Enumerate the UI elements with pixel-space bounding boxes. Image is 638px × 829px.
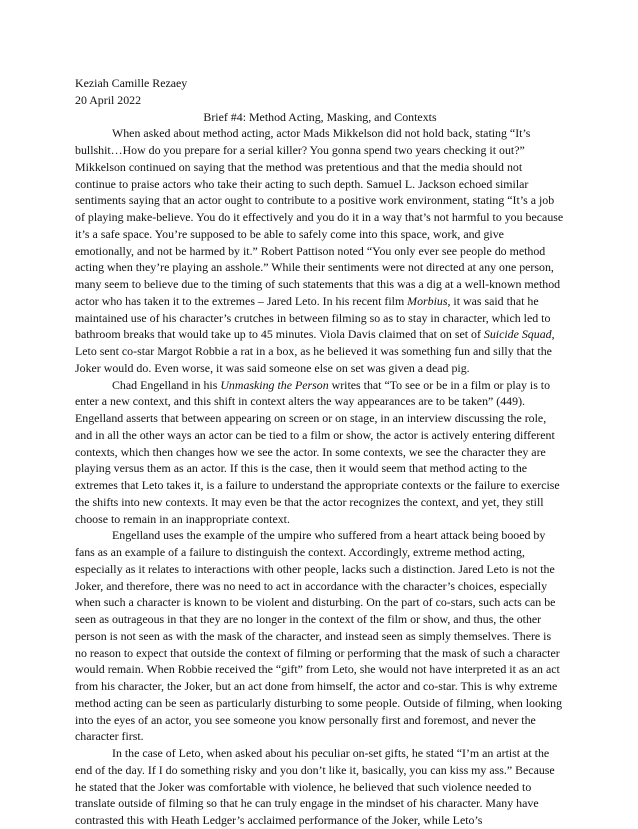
book-title-unmasking-the-person: Unmasking the Person [220,377,329,392]
paragraph-1-text: When asked about method acting, actor Mads Mikkelson did not hold back, stating “It’s bullshit…How do you prepare for a serial killer? You gonna spend two years checking it out?” Mikkelson continued on saying that the method was pretentious and that the media should not continue to praise actors who take their acting to such depth. Samuel L. Jackson echoed similar sentiments saying that an actor ought to contribute to a positive work environment, stating “It’s a job of playing make-believe. You do it effectively and you do it in a way that’s not harmful to you because it’s a safe space. You’re supposed to be able to safely come into this space, work, and give emotionally, and not be harmed by it.” Robert Pattison noted “You only ever see people do method acting when they’re playing an asshole.” While their sentiments were not directed at any one person, many seem to believe due to the timing of such statements that this was a dig at a well-known method actor who has taken it to the extremes – Jared Leto. In his recent film [75,126,564,308]
paragraph-4 [75,745,565,829]
film-title-suicide-squad: Suicide Squad [483,327,552,342]
paragraph-2-text: Chad Engelland in his [112,377,221,392]
document-title: Brief #4: Method Acting, Masking, and Contexts [203,109,437,124]
paragraph-4-text: In the case of Leto, when asked about his peculiar on-set gifts, he stated “I’m an artist at the end of the day. If I do something risky and you don’t like it, basically, you can kiss my ass.” Because he stated that the Joker was comfortable with violence, he believed that such violence needed to translate outside of filming so that he can truly engage in the mindset of his character. Many have contrasted this with Heath Ledger’s acclaimed performance of the Joker, while Leto’s [75,746,555,827]
paragraph-1 [75,125,565,376]
document-date: 20 April 2022 [75,92,142,107]
paragraph-1-text: , Leto sent co-star Margot Robbie a rat in a box, as he believed it was something fun and silly that the Joker would do. Even worse, it was said someone else on set was given a dead pig. [75,327,555,375]
paragraph-1-text: , it was said that he maintained use of his character’s crutches in between filming so as to stay in character, which led to bathroom breaks that would take up to 45 minutes. Viola Davis claimed that on set of [75,293,551,342]
film-title-morbius: Morbius [407,293,448,308]
paragraph-3 [75,527,565,745]
paragraph-2-text: writes that “To see or be in a film or play is to enter a new context, and this shift in context alters the way appearances are to be taken” (449). Engelland asserts that between appearing on screen or on stage, in an interview discussing the role, and in all the other ways an actor can be tied to a film or show, the actor is actively entering different contexts, which then changes how we see the actor. In some contexts, we see the character they are playing versus them as an actor. If this is the case, then it would seem that method acting to the extremes that Leto takes it, is a failure to understand the appropriate contexts or the failure to exercise the shifts into new contexts. It may even be that the actor recognizes the context, and yet, they still choose to remain in an inappropriate context. [75,377,560,526]
paragraph-2 [75,377,565,528]
author-name: Keziah Camille Rezaey [75,76,188,90]
paragraph-3-text: Engelland uses the example of the umpire who suffered from a heart attack being booed by fans as an example of a failure to distinguish the context. Accordingly, extreme method acting, especially as it relates to interactions with other people, lacks such a distinction. Jared Leto is not the Joker, and therefore, there was no need to act in accordance with the character’s choices, especially when such a character is known to be violent and disturbing. On the part of co-stars, such acts can be seen as outrageous in that they are no longer in the context of the film or show, and thus, the other person is not seen as with the mask of the character, and instead seen as simply themselves. There is no reason to expect that outside the context of filming or performing that the mask of such a character would remain. When Robbie received the “gift” from Leto, she would not have interpreted it as an act from his character, the Joker, but an act done from himself, the actor and co-star. This is why extreme method acting can be seen as particularly disturbing to some people. Outside of filming, when looking into the eyes of an actor, you see someone you know personally first and foremost, and never the character first. [75,528,563,744]
document-body [75,75,565,829]
